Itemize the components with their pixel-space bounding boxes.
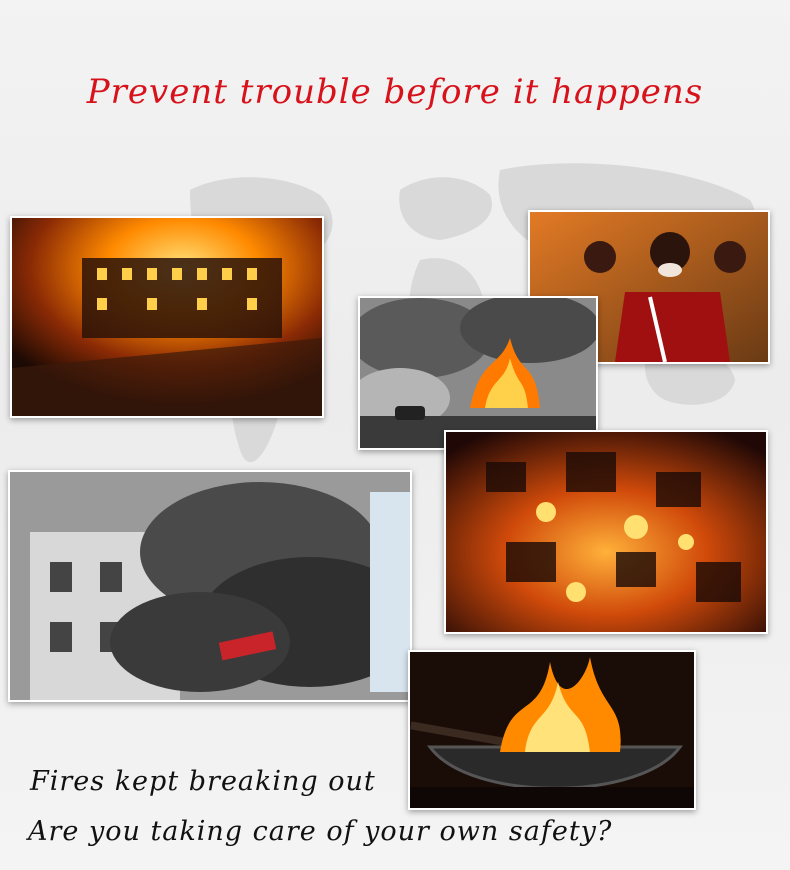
photo-burning-building-night — [10, 216, 324, 418]
caption-line-1: Fires kept breaking out — [30, 766, 376, 797]
photo-aerial-city-fire — [444, 430, 768, 634]
caption-line-2: Are you taking care of your own safety? — [28, 816, 613, 847]
photo-wok-fire — [408, 650, 696, 810]
photo-street-fire-smoke — [358, 296, 598, 450]
photo-building-black-smoke — [8, 470, 412, 702]
headline: Prevent trouble before it happens — [86, 72, 704, 112]
